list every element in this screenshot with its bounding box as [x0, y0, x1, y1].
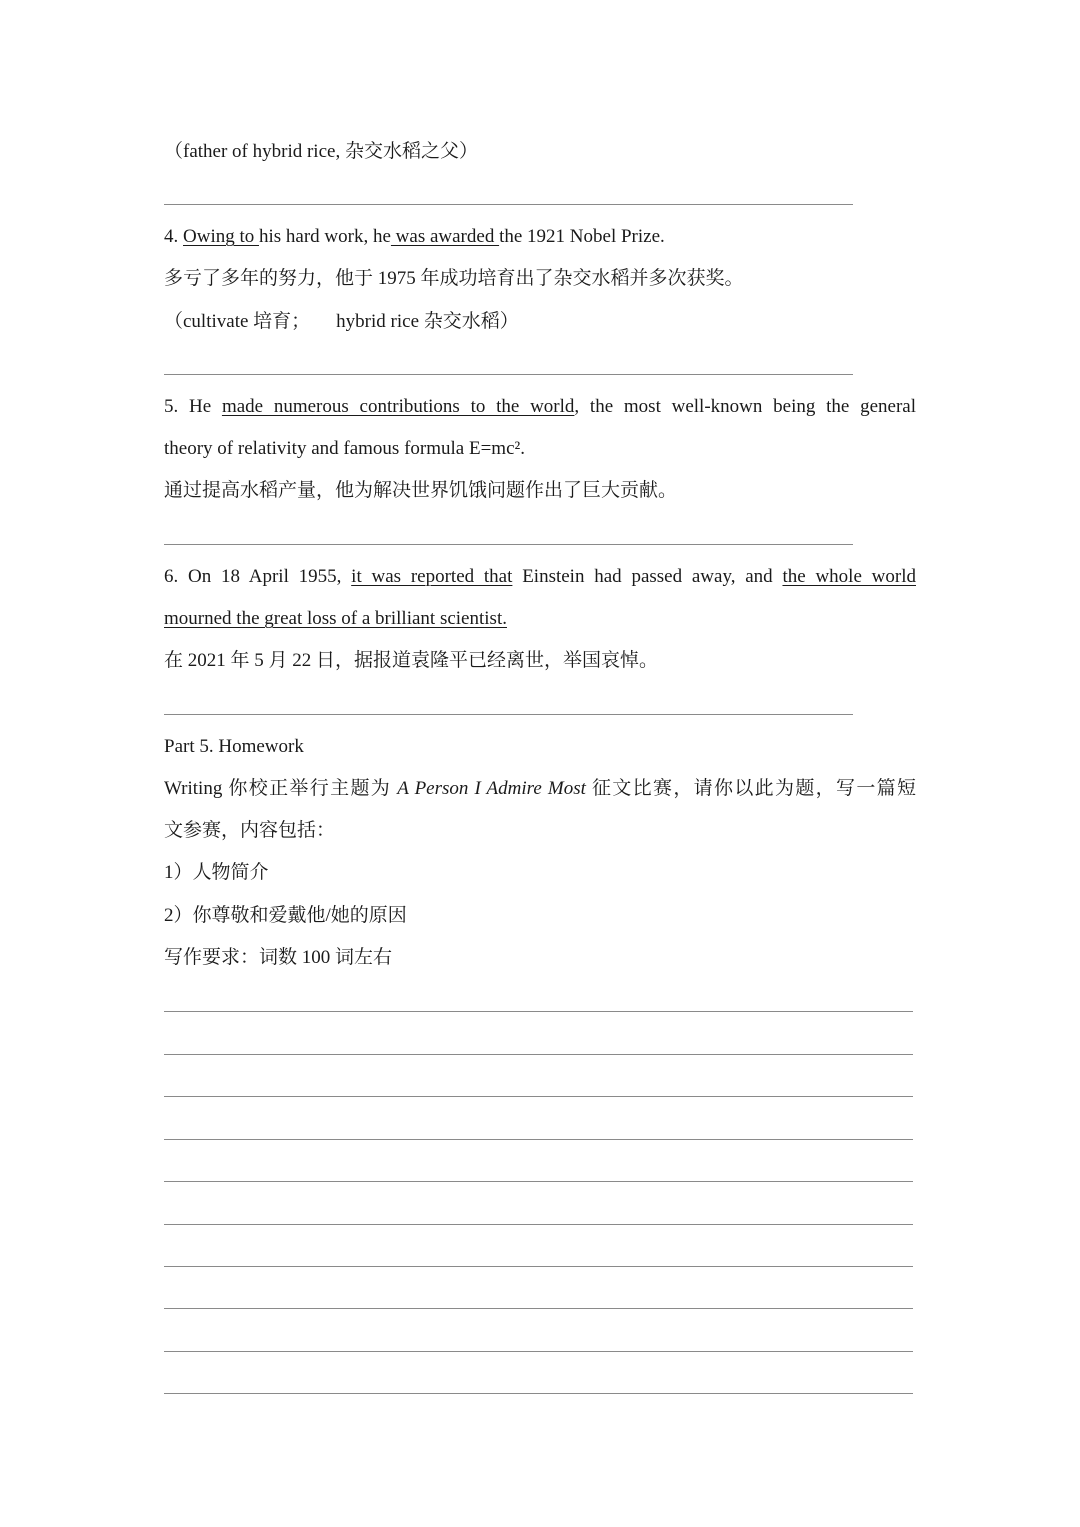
word-count-requirement: 写作要求：词数 100 词左右 — [164, 947, 393, 968]
sentence-5-line2: theory of relativity and famous formula E=mc². — [164, 438, 525, 459]
phrase-was-awarded: was awarded — [390, 226, 500, 247]
sentence-6-line2 — [164, 607, 507, 631]
answer-line-s6[interactable] — [164, 714, 853, 715]
answer-line-s3[interactable] — [164, 204, 853, 205]
chinese-s4: 多亏了多年的努力，他于 1975 年成功培育出了杂交水稻并多次获奖。 — [164, 268, 744, 289]
requirement-item-1: 1）人物简介 — [164, 862, 269, 883]
writing-line[interactable] — [164, 1224, 913, 1225]
phrase-owing-to: Owing to — [183, 226, 259, 247]
sentence-4: 4. Owing to his hard work, he was awarded the 1921 Nobel Prize. — [164, 226, 665, 247]
requirement-item-2: 2）你尊敬和爱戴他/她的原因 — [164, 905, 407, 926]
writing-line[interactable] — [164, 1054, 913, 1055]
phrase-contributions: made numerous contributions to the world — [221, 396, 575, 417]
writing-line[interactable] — [164, 1181, 913, 1182]
sentence-6: 6. On 18 April 1955, it was reported that Einstein had passed away, and the whole world — [164, 566, 916, 587]
writing-prompt-line2: 文参赛，内容包括： — [164, 820, 336, 841]
writing-line[interactable] — [164, 1351, 913, 1352]
part5-title: Part 5. Homework — [164, 736, 304, 757]
chinese-s6: 在 2021 年 5 月 22 日，据报道袁隆平已经离世，举国哀悼。 — [164, 650, 659, 671]
answer-line-s5[interactable] — [164, 544, 853, 545]
answer-line-s4[interactable] — [164, 374, 853, 375]
writing-line[interactable] — [164, 1096, 913, 1097]
hint-s4: （cultivate 培育； hybrid rice 杂交水稻） — [164, 311, 519, 332]
writing-line[interactable] — [164, 1266, 913, 1267]
chinese-s5: 通过提高水稻产量，他为解决世界饥饿问题作出了巨大贡献。 — [164, 480, 678, 501]
writing-line[interactable] — [164, 1139, 913, 1140]
writing-prompt: Writing 你校正举行主题为 A Person I Admire Most 征文比赛，请你以此为题，写一篇短 — [164, 778, 917, 799]
writing-line[interactable] — [164, 1308, 913, 1309]
phrase-whole-world: the whole world — [782, 566, 916, 587]
phrase-it-was-reported: it was reported that — [351, 566, 513, 587]
hint-s3: （father of hybrid rice, 杂交水稻之父） — [164, 141, 478, 162]
essay-title: A Person I Admire Most — [397, 778, 586, 799]
writing-line[interactable] — [164, 1011, 913, 1012]
writing-line[interactable] — [164, 1393, 913, 1394]
phrase-mourned: mourned the great loss of a brilliant scientist. — [164, 608, 507, 629]
sentence-5: 5. He made numerous contributions to the world, the most well-known being the general — [164, 396, 916, 417]
